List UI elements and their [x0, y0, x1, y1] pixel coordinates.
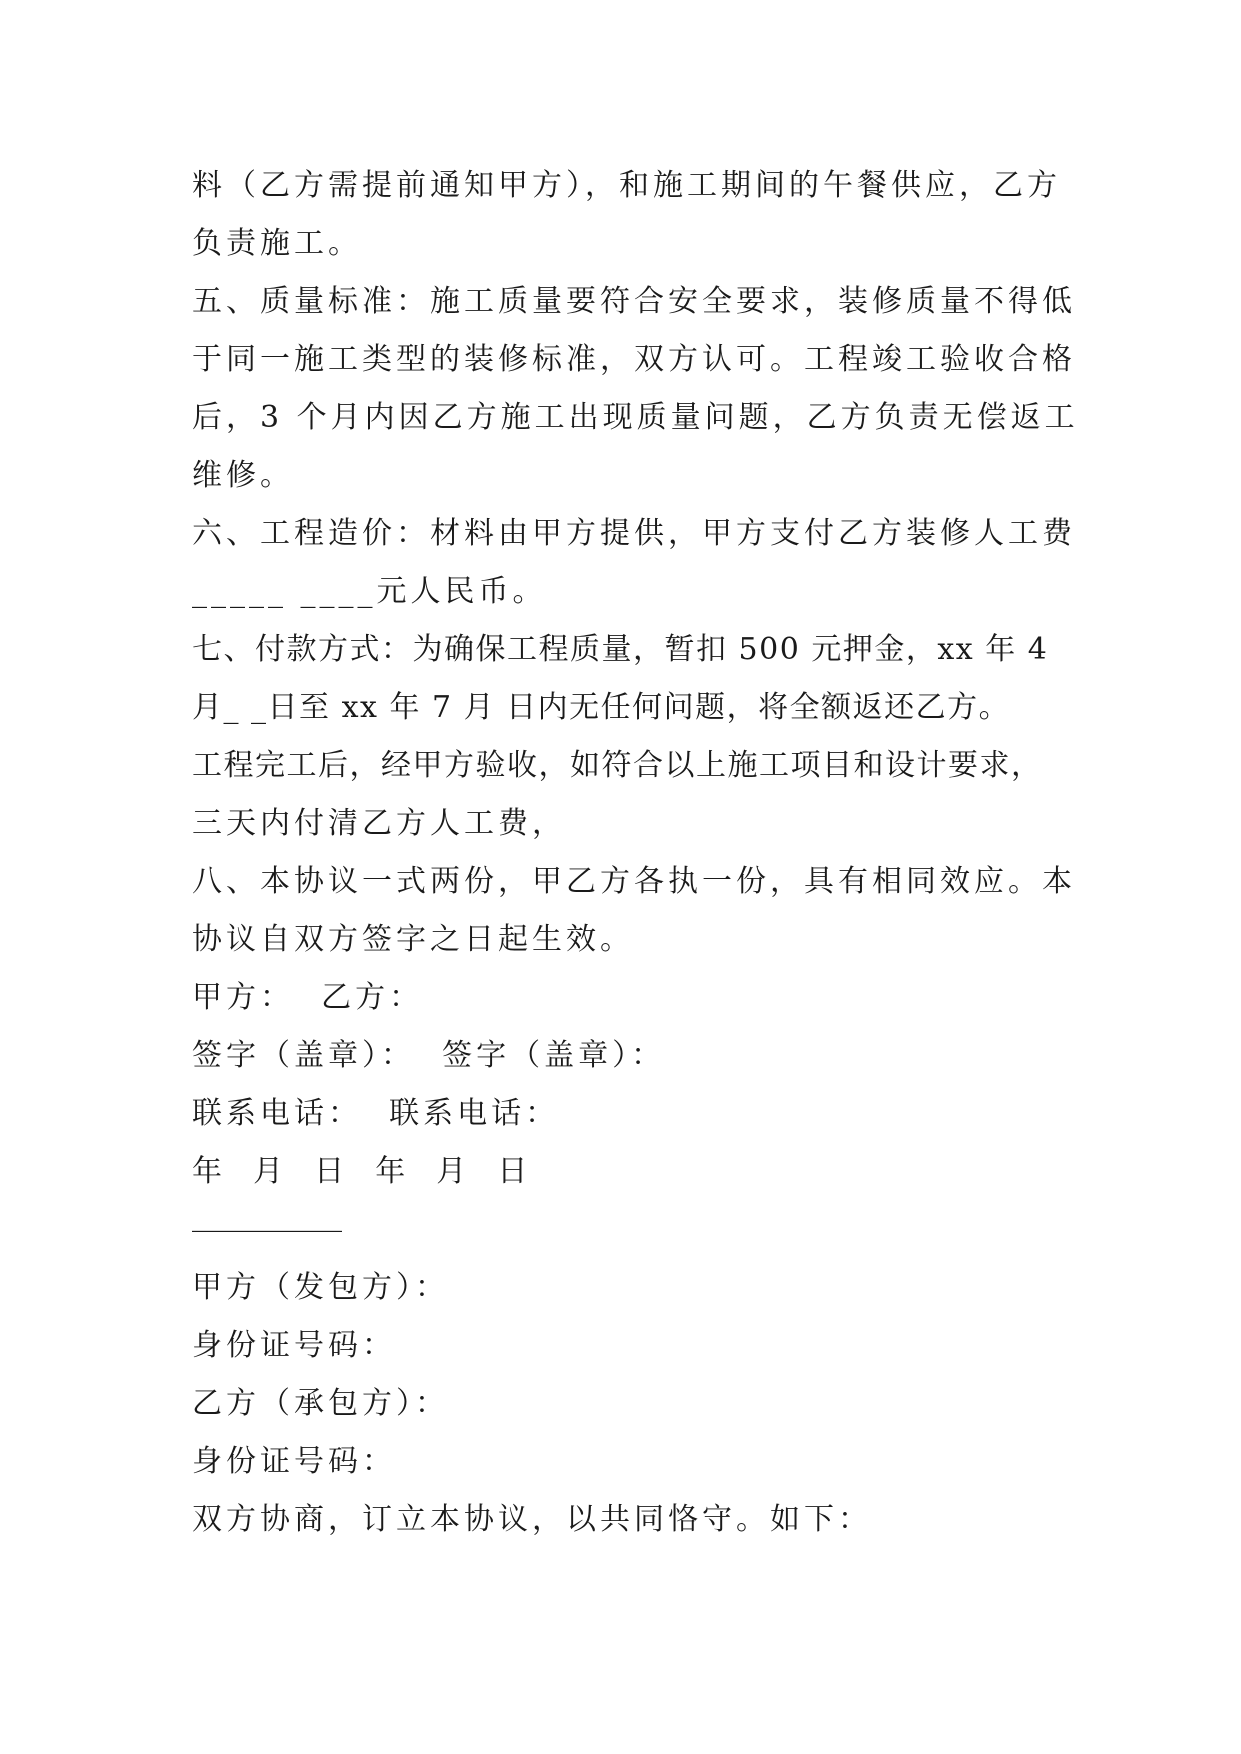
text-line: 维修。: [192, 458, 294, 493]
text-line: 月_ _日至 xx 年 7 月 日内无任何问题，将全额返还乙方。: [192, 690, 1011, 725]
signature-phone-labels: 联系电话： 联系电话：: [192, 1096, 560, 1131]
separator-line: __________: [192, 1198, 342, 1233]
signature-party-labels: 甲方： 乙方：: [192, 980, 424, 1015]
text-line: 料（乙方需提前通知甲方），和施工期间的午餐供应，乙方: [192, 168, 1061, 203]
text-line: _____ ____元人民币。: [192, 574, 547, 609]
text-line: 三天内付清乙方人工费，: [192, 806, 566, 841]
signature-date-labels: 年 月 日 年 月 日: [192, 1154, 532, 1189]
text-line: 协议自双方签字之日起生效。: [192, 922, 634, 957]
party-b-id-label: 身份证号码：: [192, 1444, 396, 1479]
text-line: 双方协商，订立本协议，以共同恪守。如下：: [192, 1502, 872, 1537]
party-b-label: 乙方（承包方）：: [192, 1386, 449, 1421]
party-a-label: 甲方（发包方）：: [192, 1270, 449, 1305]
text-line: 六、工程造价：材料由甲方提供，甲方支付乙方装修人工费: [192, 516, 1076, 551]
text-line: 五、质量标准：施工质量要符合安全要求，装修质量不得低: [192, 284, 1076, 319]
signature-seal-labels: 签字（盖章）： 签字（盖章）：: [192, 1038, 666, 1073]
text-line: 工程完工后，经甲方验收，如符合以上施工项目和设计要求，: [192, 748, 1043, 783]
party-a-id-label: 身份证号码：: [192, 1328, 396, 1363]
text-line: 负责施工。: [192, 226, 362, 261]
text-line: 后，3 个月内因乙方施工出现质量问题，乙方负责无偿返工: [192, 400, 1079, 435]
text-line: 于同一施工类型的装修标准，双方认可。工程竣工验收合格: [192, 342, 1076, 377]
text-line: 八、本协议一式两份，甲乙方各执一份，具有相同效应。本: [192, 864, 1076, 899]
text-line: 七、付款方式：为确保工程质量，暂扣 500 元押金，xx 年 4: [192, 632, 1049, 667]
